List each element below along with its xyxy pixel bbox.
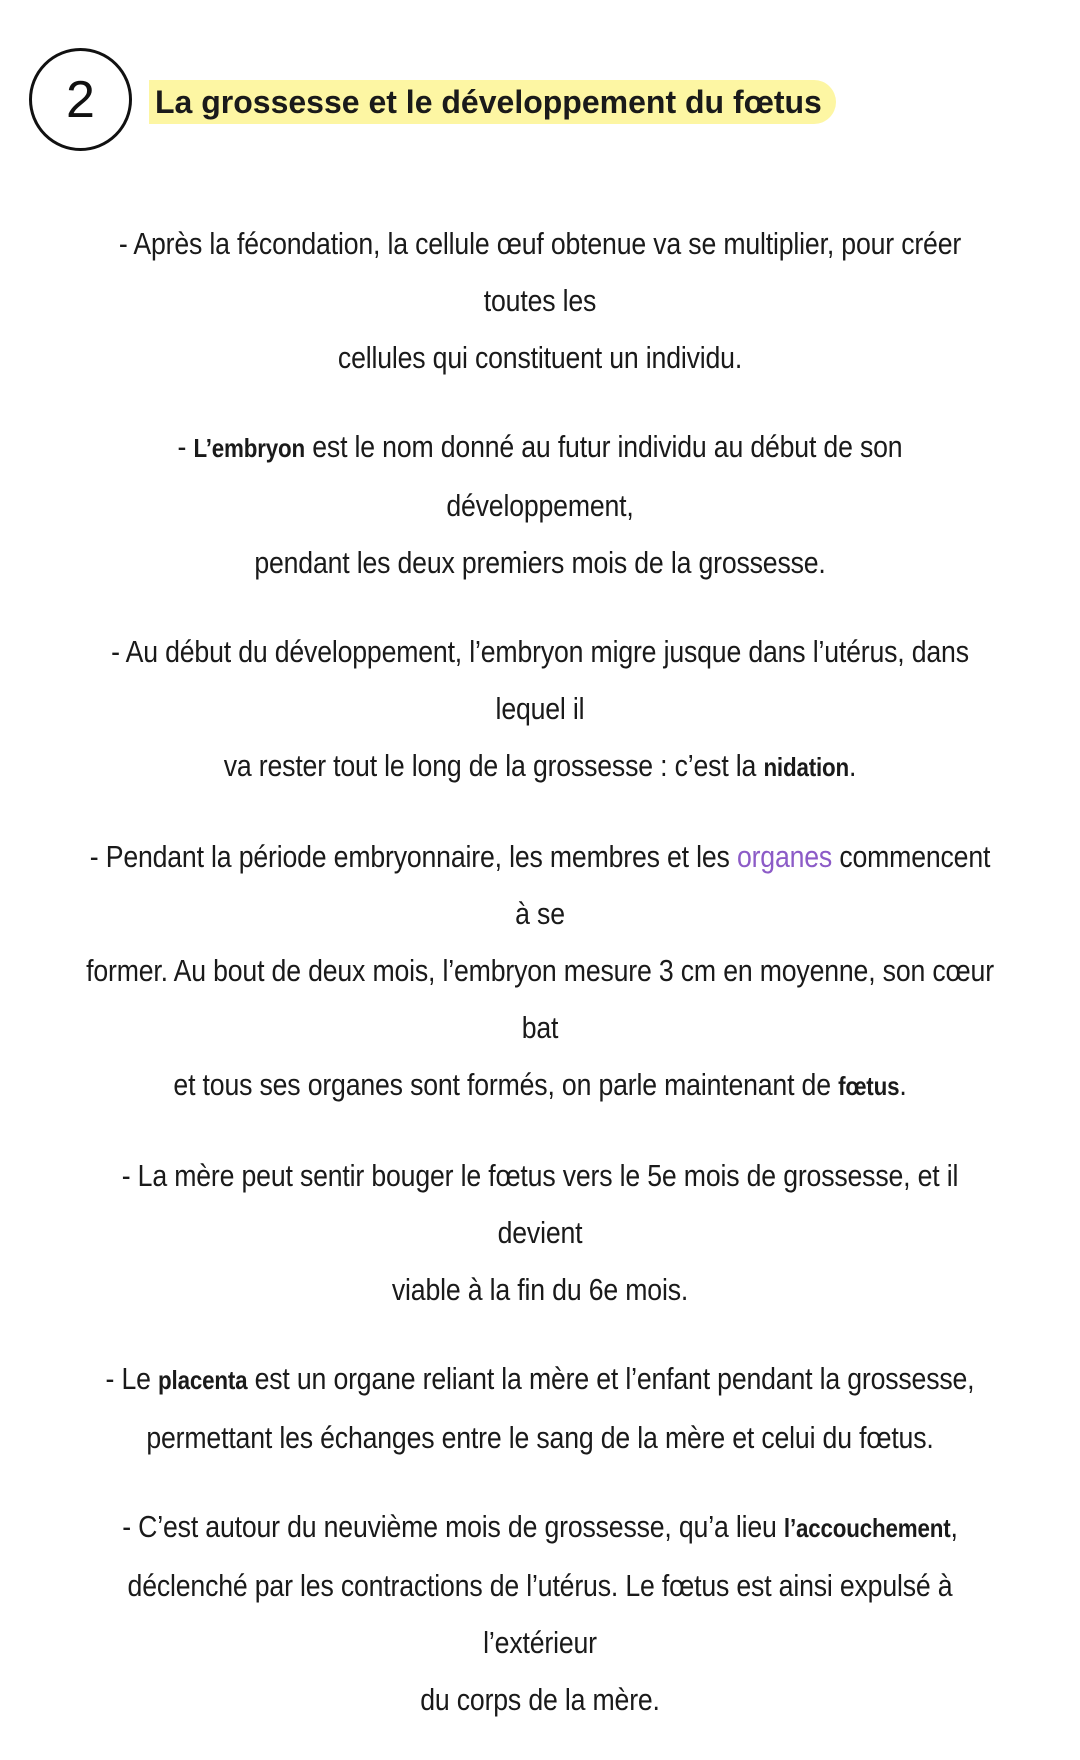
paragraph-line: - Pendant la période embryonnaire, les membres et les bbox=[89, 839, 737, 874]
paragraph-line: et tous ses organes sont formés, on parle maintenant de bbox=[173, 1067, 839, 1102]
paragraph-line: va rester tout le long de la grossesse : c’est la bbox=[223, 748, 764, 783]
paragraph-prefix: - bbox=[177, 429, 194, 464]
paragraph-line: - C’est autour du neuvième mois de grossesse, qu’a lieu bbox=[122, 1509, 784, 1544]
section-title-wrap bbox=[149, 80, 836, 124]
section-header bbox=[29, 48, 1029, 168]
paragraph-line: cellules qui constituent un individu. bbox=[337, 340, 743, 375]
paragraph-prefix: - Le bbox=[105, 1361, 159, 1396]
paragraph-nidation bbox=[84, 623, 996, 796]
paragraph-accouchement bbox=[84, 1498, 996, 1728]
highlight-organes: organes bbox=[736, 839, 833, 874]
content bbox=[0, 215, 1080, 1760]
paragraph-line: permettant les échanges entre le sang de la mère et celui du fœtus. bbox=[146, 1420, 934, 1455]
paragraph-mouvements bbox=[84, 1147, 996, 1318]
paragraph-line: viable à la fin du 6e mois. bbox=[391, 1272, 689, 1307]
keyword-foetus: fœtus bbox=[838, 1071, 900, 1101]
section-number: 2 bbox=[29, 48, 132, 151]
paragraph-punct: . bbox=[849, 748, 857, 783]
paragraph-line: - Après la fécondation, la cellule œuf obtenue va se multiplier, pour créer toutes les bbox=[118, 226, 962, 318]
paragraph-line: - Au début du développement, l’embryon migre jusque dans l’utérus, dans lequel il bbox=[111, 634, 969, 726]
keyword-embryon: L’embryon bbox=[193, 433, 306, 463]
paragraph-punct: , bbox=[950, 1509, 958, 1544]
paragraph-line: - La mère peut sentir bouger le fœtus vers le 5e mois de grossesse, et il devient bbox=[121, 1158, 959, 1250]
paragraph-fecondation bbox=[84, 215, 996, 386]
section-title: La grossesse et le développement du fœtus bbox=[149, 80, 836, 124]
paragraph-line: former. Au bout de deux mois, l’embryon mesure 3 cm en moyenne, son cœur bat bbox=[86, 953, 994, 1045]
paragraph-line: est un organe reliant la mère et l’enfant pendant la grossesse, bbox=[247, 1361, 975, 1396]
paragraph-line: pendant les deux premiers mois de la grossesse. bbox=[254, 545, 826, 580]
paragraph-line: commencent à se bbox=[515, 839, 991, 931]
paragraph-line: est le nom donné au futur individu au début de son développement, bbox=[305, 429, 903, 523]
keyword-accouchement: l’accouchement bbox=[783, 1513, 951, 1543]
paragraph-line: du corps de la mère. bbox=[420, 1682, 660, 1717]
paragraph-periode-embryonnaire bbox=[84, 828, 996, 1115]
keyword-nidation: nidation bbox=[763, 752, 850, 782]
keyword-placenta: placenta bbox=[158, 1365, 248, 1395]
paragraph-punct: . bbox=[899, 1067, 907, 1102]
paragraph-embryon bbox=[84, 418, 996, 591]
paragraph-placenta bbox=[84, 1350, 996, 1466]
paragraph-line: déclenché par les contractions de l’utérus. Le fœtus est ainsi expulsé à l’extérieur bbox=[127, 1568, 953, 1660]
